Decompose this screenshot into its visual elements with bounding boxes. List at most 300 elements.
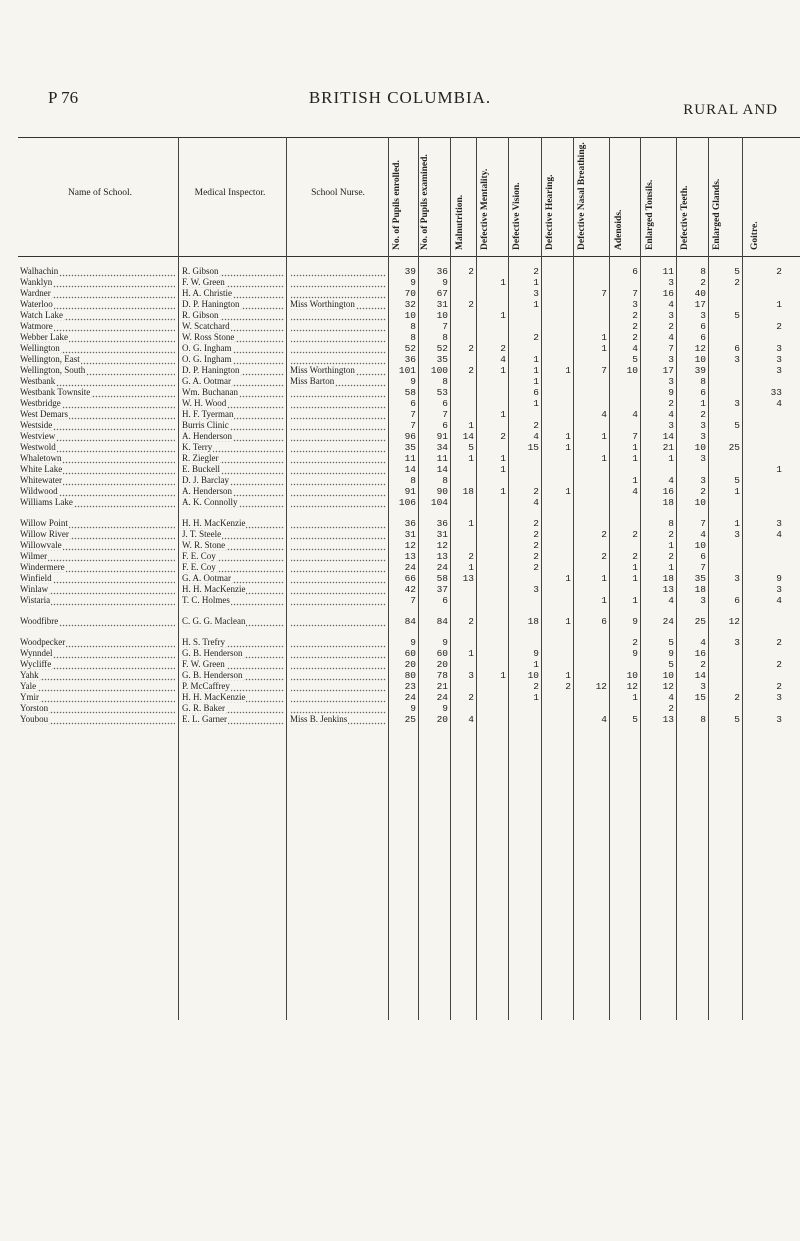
- aden-cell: 2: [632, 321, 638, 332]
- school-cell: [20, 321, 175, 332]
- gland-cell: 5: [734, 475, 740, 486]
- vis-cell: 18: [527, 616, 539, 627]
- school-text: Wynndel: [20, 648, 53, 658]
- maln-cell: 2: [468, 365, 474, 376]
- tons-cell: 14: [662, 431, 674, 442]
- aden-cell: 2: [632, 332, 638, 343]
- maln-cell: 2: [468, 692, 474, 703]
- nurse-text: [290, 692, 291, 702]
- nurse-cell: [290, 365, 386, 376]
- vis-cell: 1: [533, 692, 539, 703]
- header-enrolled: No. of Pupils enrolled.: [392, 160, 402, 250]
- nasal-cell: 1: [601, 431, 607, 442]
- goit-cell: 1: [776, 299, 782, 310]
- school-text: West Demars: [20, 409, 69, 419]
- school-cell: [20, 343, 175, 354]
- nurse-text: [290, 475, 291, 485]
- nurse-cell: [290, 310, 386, 321]
- aden-cell: 1: [632, 453, 638, 464]
- ment-cell: 1: [500, 486, 506, 497]
- inspector-text: C. G. G. Maclean: [182, 616, 246, 626]
- enrolled-cell: 106: [398, 497, 416, 508]
- aden-cell: 4: [632, 486, 638, 497]
- nurse-text: Miss Worthington: [290, 365, 355, 375]
- hear-cell: 1: [565, 431, 571, 442]
- enrolled-cell: 9: [410, 637, 416, 648]
- table-row: [0, 518, 800, 529]
- school-text: Westside: [20, 420, 53, 430]
- table-row: [0, 703, 800, 714]
- vis-cell: 2: [533, 420, 539, 431]
- tons-cell: 3: [668, 376, 674, 387]
- teeth-cell: 3: [700, 453, 706, 464]
- school-text: Wellington: [20, 343, 60, 353]
- nurse-text: [290, 288, 291, 298]
- school-cell: [20, 497, 175, 508]
- table-row: [0, 540, 800, 551]
- maln-cell: 13: [462, 573, 474, 584]
- goit-cell: 33: [770, 387, 782, 398]
- vis-cell: 1: [533, 277, 539, 288]
- school-text: Willowvale: [20, 540, 62, 550]
- school-text: Yorston: [20, 703, 49, 713]
- inspector-text: G. R. Baker: [182, 703, 225, 713]
- nurse-text: [290, 431, 291, 441]
- inspector-cell: [182, 637, 284, 648]
- examined-cell: 53: [436, 387, 448, 398]
- table-row: [0, 616, 800, 627]
- inspector-text: D. J. Barclay: [182, 475, 229, 485]
- tons-cell: 18: [662, 573, 674, 584]
- school-cell: [20, 670, 175, 681]
- table-row: [0, 442, 800, 453]
- enrolled-cell: 14: [404, 464, 416, 475]
- maln-cell: 5: [468, 442, 474, 453]
- inspector-cell: [182, 692, 284, 703]
- nurse-cell: [290, 464, 386, 475]
- examined-cell: 31: [436, 299, 448, 310]
- vis-cell: 10: [527, 670, 539, 681]
- school-text: Wanklyn: [20, 277, 53, 287]
- inspector-text: A. Henderson: [182, 431, 232, 441]
- table-row: [0, 497, 800, 508]
- teeth-cell: 3: [700, 595, 706, 606]
- examined-cell: 91: [436, 431, 448, 442]
- school-cell: [20, 540, 175, 551]
- gland-cell: 3: [734, 573, 740, 584]
- examined-cell: 78: [436, 670, 448, 681]
- inspector-cell: [182, 681, 284, 692]
- inspector-text: E. Buckell: [182, 464, 220, 474]
- nurse-cell: [290, 343, 386, 354]
- enrolled-cell: 60: [404, 648, 416, 659]
- inspector-cell: [182, 486, 284, 497]
- enrolled-cell: 7: [410, 595, 416, 606]
- aden-cell: 4: [632, 409, 638, 420]
- vis-cell: 2: [533, 562, 539, 573]
- header-mentality: Defective Mentality.: [480, 168, 490, 250]
- header-goitre: Goitre.: [750, 221, 760, 250]
- school-text: Wildwood: [20, 486, 58, 496]
- maln-cell: 3: [468, 670, 474, 681]
- nurse-text: [290, 420, 291, 430]
- inspector-cell: [182, 420, 284, 431]
- school-cell: [20, 365, 175, 376]
- tons-cell: 9: [668, 387, 674, 398]
- teeth-cell: 14: [694, 670, 706, 681]
- school-cell: [20, 659, 175, 670]
- table-row: [0, 659, 800, 670]
- school-text: White Lake: [20, 464, 63, 474]
- maln-cell: 2: [468, 343, 474, 354]
- inspector-cell: [182, 409, 284, 420]
- table-row: [0, 453, 800, 464]
- tons-cell: 7: [668, 343, 674, 354]
- teeth-cell: 2: [700, 486, 706, 497]
- table-row: [0, 354, 800, 365]
- header-medical-inspector: Medical Inspector.: [194, 188, 266, 198]
- examined-cell: 9: [442, 637, 448, 648]
- inspector-text: Burris Clinic: [182, 420, 229, 430]
- inspector-text: G. B. Henderson: [182, 648, 243, 658]
- nasal-cell: 1: [601, 343, 607, 354]
- enrolled-cell: 6: [410, 398, 416, 409]
- school-text: Wardner: [20, 288, 51, 298]
- school-text: Westbank Townsite: [20, 387, 91, 397]
- tons-cell: 4: [668, 299, 674, 310]
- ment-cell: 1: [500, 409, 506, 420]
- header-school-name: Name of School.: [67, 188, 133, 198]
- teeth-cell: 35: [694, 573, 706, 584]
- teeth-cell: 10: [694, 354, 706, 365]
- nurse-text: [290, 266, 291, 276]
- inspector-text: H. H. MacKenzie: [182, 518, 246, 528]
- teeth-cell: 6: [700, 321, 706, 332]
- enrolled-cell: 31: [404, 529, 416, 540]
- examined-cell: 67: [436, 288, 448, 299]
- school-text: Wellington, South: [20, 365, 86, 375]
- hear-cell: 2: [565, 681, 571, 692]
- nasal-cell: 1: [601, 595, 607, 606]
- examined-cell: 9: [442, 703, 448, 714]
- teeth-cell: 10: [694, 497, 706, 508]
- aden-cell: 1: [632, 562, 638, 573]
- tons-cell: 4: [668, 475, 674, 486]
- school-text: Wellington, East: [20, 354, 80, 364]
- vis-cell: 2: [533, 551, 539, 562]
- school-cell: [20, 714, 175, 725]
- school-text: Westbridge: [20, 398, 61, 408]
- inspector-text: H. A. Christie: [182, 288, 233, 298]
- nurse-text: [290, 637, 291, 647]
- inspector-cell: [182, 670, 284, 681]
- table-row: [0, 475, 800, 486]
- table-row: [0, 562, 800, 573]
- nurse-cell: [290, 442, 386, 453]
- aden-cell: 2: [632, 310, 638, 321]
- gland-cell: 1: [734, 486, 740, 497]
- tons-cell: 1: [668, 453, 674, 464]
- nasal-cell: 2: [601, 551, 607, 562]
- teeth-cell: 3: [700, 310, 706, 321]
- table-row: [0, 464, 800, 475]
- inspector-cell: [182, 442, 284, 453]
- nasal-cell: 1: [601, 453, 607, 464]
- tons-cell: 5: [668, 659, 674, 670]
- examined-cell: 37: [436, 584, 448, 595]
- tons-cell: 2: [668, 703, 674, 714]
- tons-cell: 2: [668, 398, 674, 409]
- tons-cell: 3: [668, 277, 674, 288]
- nurse-text: [290, 442, 291, 452]
- hear-cell: 1: [565, 616, 571, 627]
- inspector-text: G. A. Ootmar: [182, 376, 231, 386]
- nurse-cell: [290, 681, 386, 692]
- school-text: Yale: [20, 681, 37, 691]
- vis-cell: 2: [533, 681, 539, 692]
- nurse-cell: [290, 518, 386, 529]
- teeth-cell: 39: [694, 365, 706, 376]
- gland-cell: 5: [734, 266, 740, 277]
- school-text: Westview: [20, 431, 56, 441]
- nasal-cell: 2: [601, 529, 607, 540]
- nurse-text: [290, 486, 291, 496]
- continued-heading: RURAL AND: [683, 102, 778, 118]
- examined-cell: 24: [436, 692, 448, 703]
- aden-cell: 9: [632, 616, 638, 627]
- tons-cell: 3: [668, 354, 674, 365]
- examined-cell: 36: [436, 518, 448, 529]
- vis-cell: 2: [533, 486, 539, 497]
- enrolled-cell: 36: [404, 354, 416, 365]
- nurse-cell: [290, 595, 386, 606]
- aden-cell: 10: [626, 670, 638, 681]
- enrolled-cell: 36: [404, 518, 416, 529]
- examined-cell: 84: [436, 616, 448, 627]
- school-cell: [20, 595, 175, 606]
- table-row: [0, 431, 800, 442]
- aden-cell: 7: [632, 288, 638, 299]
- nurse-text: [290, 529, 291, 539]
- header-tonsils: Enlarged Tonsils.: [645, 179, 655, 250]
- vis-cell: 2: [533, 529, 539, 540]
- table-row: [0, 681, 800, 692]
- nurse-text: [290, 551, 291, 561]
- goit-cell: 4: [776, 529, 782, 540]
- teeth-cell: 3: [700, 420, 706, 431]
- teeth-cell: 8: [700, 714, 706, 725]
- inspector-text: D. P. Hanington: [182, 365, 240, 375]
- teeth-cell: 6: [700, 387, 706, 398]
- maln-cell: 18: [462, 486, 474, 497]
- school-cell: [20, 616, 175, 627]
- nurse-cell: [290, 266, 386, 277]
- enrolled-cell: 66: [404, 573, 416, 584]
- table-row: [0, 409, 800, 420]
- nurse-cell: [290, 277, 386, 288]
- nasal-cell: 4: [601, 714, 607, 725]
- nurse-cell: [290, 453, 386, 464]
- table-row: [0, 365, 800, 376]
- tons-cell: 12: [662, 681, 674, 692]
- school-text: Ymir: [20, 692, 39, 702]
- header-glands: Enlarged Glands.: [712, 178, 722, 250]
- aden-cell: 1: [632, 692, 638, 703]
- table-row: [0, 310, 800, 321]
- nurse-cell: [290, 551, 386, 562]
- enrolled-cell: 8: [410, 321, 416, 332]
- nurse-cell: [290, 288, 386, 299]
- inspector-text: Wm. Buchanan: [182, 387, 238, 397]
- school-text: Watmore: [20, 321, 53, 331]
- inspector-cell: [182, 551, 284, 562]
- enrolled-cell: 23: [404, 681, 416, 692]
- tons-cell: 17: [662, 365, 674, 376]
- ment-cell: 2: [500, 343, 506, 354]
- school-text: Whaletown: [20, 453, 62, 463]
- tons-cell: 4: [668, 595, 674, 606]
- tons-cell: 3: [668, 310, 674, 321]
- aden-cell: 1: [632, 595, 638, 606]
- nurse-cell: [290, 648, 386, 659]
- gland-cell: 25: [728, 442, 740, 453]
- table-row: [0, 648, 800, 659]
- gland-cell: 3: [734, 398, 740, 409]
- nurse-text: [290, 497, 291, 507]
- nurse-cell: [290, 486, 386, 497]
- school-cell: [20, 518, 175, 529]
- inspector-text: R. Gibson: [182, 266, 219, 276]
- examined-cell: 20: [436, 659, 448, 670]
- school-text: Youbou: [20, 714, 49, 724]
- table-row: [0, 670, 800, 681]
- inspector-text: G. B. Henderson: [182, 670, 243, 680]
- inspector-text: F. W. Green: [182, 659, 225, 669]
- page-number: P 76: [48, 88, 79, 107]
- vis-cell: 4: [533, 497, 539, 508]
- school-text: Woodfibre: [20, 616, 59, 626]
- nurse-cell: [290, 659, 386, 670]
- tons-cell: 2: [668, 321, 674, 332]
- enrolled-cell: 12: [404, 540, 416, 551]
- examined-cell: 52: [436, 343, 448, 354]
- enrolled-cell: 7: [410, 420, 416, 431]
- tons-cell: 8: [668, 518, 674, 529]
- teeth-cell: 3: [700, 681, 706, 692]
- table-row: [0, 376, 800, 387]
- gland-cell: 6: [734, 343, 740, 354]
- school-cell: [20, 551, 175, 562]
- gland-cell: 6: [734, 595, 740, 606]
- goit-cell: 2: [776, 321, 782, 332]
- inspector-cell: [182, 518, 284, 529]
- ment-cell: 1: [500, 464, 506, 475]
- school-text: Webber Lake: [20, 332, 68, 342]
- school-text: Willow River: [20, 529, 69, 539]
- inspector-cell: [182, 475, 284, 486]
- teeth-cell: 2: [700, 277, 706, 288]
- nasal-cell: 4: [601, 409, 607, 420]
- enrolled-cell: 32: [404, 299, 416, 310]
- header-school-nurse: School Nurse.: [311, 188, 365, 198]
- aden-cell: 1: [632, 442, 638, 453]
- examined-cell: 60: [436, 648, 448, 659]
- inspector-cell: [182, 398, 284, 409]
- maln-cell: 4: [468, 714, 474, 725]
- inspector-text: K. Terry: [182, 442, 213, 452]
- teeth-cell: 7: [700, 518, 706, 529]
- examined-cell: 7: [442, 409, 448, 420]
- vis-cell: 2: [533, 540, 539, 551]
- examined-cell: 34: [436, 442, 448, 453]
- vis-cell: 3: [533, 288, 539, 299]
- nurse-text: Miss B. Jenkins: [290, 714, 348, 724]
- inspector-cell: [182, 616, 284, 627]
- inspector-cell: [182, 453, 284, 464]
- inspector-cell: [182, 714, 284, 725]
- teeth-cell: 8: [700, 376, 706, 387]
- examined-cell: 6: [442, 595, 448, 606]
- goit-cell: 3: [776, 692, 782, 703]
- aden-cell: 1: [632, 573, 638, 584]
- ment-cell: 2: [500, 431, 506, 442]
- examined-cell: 24: [436, 562, 448, 573]
- enrolled-cell: 10: [404, 310, 416, 321]
- aden-cell: 7: [632, 431, 638, 442]
- nasal-cell: 12: [595, 681, 607, 692]
- nasal-cell: 7: [601, 288, 607, 299]
- aden-cell: 9: [632, 648, 638, 659]
- nurse-text: [290, 354, 291, 364]
- ment-cell: 4: [500, 354, 506, 365]
- examined-cell: 21: [436, 681, 448, 692]
- nurse-cell: [290, 637, 386, 648]
- school-cell: [20, 637, 175, 648]
- table-row: [0, 529, 800, 540]
- table-row: [0, 637, 800, 648]
- inspector-cell: [182, 343, 284, 354]
- enrolled-cell: 8: [410, 475, 416, 486]
- hear-cell: 1: [565, 365, 571, 376]
- teeth-cell: 40: [694, 288, 706, 299]
- nurse-cell: [290, 376, 386, 387]
- goit-cell: 3: [776, 354, 782, 365]
- teeth-cell: 7: [700, 562, 706, 573]
- table-row: [0, 692, 800, 703]
- school-cell: [20, 288, 175, 299]
- school-cell: [20, 692, 175, 703]
- hear-cell: 1: [565, 486, 571, 497]
- school-text: Westbank: [20, 376, 56, 386]
- nurse-text: [290, 595, 291, 605]
- enrolled-cell: 25: [404, 714, 416, 725]
- aden-cell: 1: [632, 475, 638, 486]
- teeth-cell: 15: [694, 692, 706, 703]
- enrolled-cell: 24: [404, 692, 416, 703]
- school-cell: [20, 310, 175, 321]
- hear-cell: 1: [565, 573, 571, 584]
- examined-cell: 6: [442, 398, 448, 409]
- tons-cell: 16: [662, 486, 674, 497]
- aden-cell: 2: [632, 529, 638, 540]
- inspector-cell: [182, 464, 284, 475]
- inspector-cell: [182, 540, 284, 551]
- tons-cell: 1: [668, 562, 674, 573]
- nurse-text: [290, 648, 291, 658]
- vis-cell: 2: [533, 266, 539, 277]
- vis-cell: 2: [533, 518, 539, 529]
- enrolled-cell: 91: [404, 486, 416, 497]
